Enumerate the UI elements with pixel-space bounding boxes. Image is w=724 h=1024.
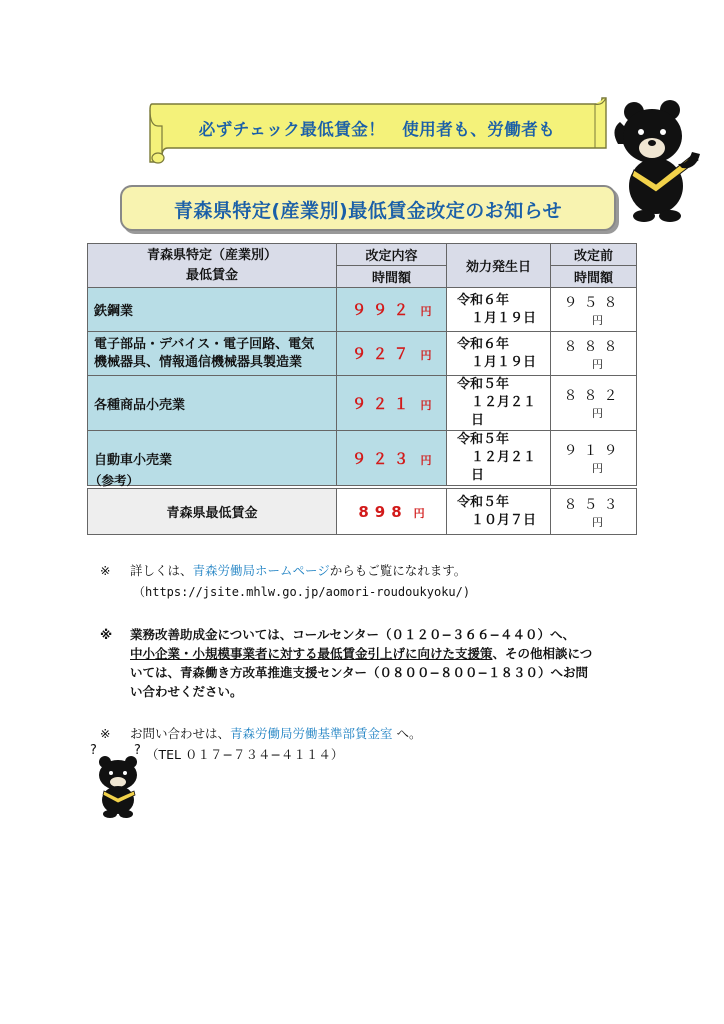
prev-wage-value: ８８８	[563, 338, 624, 355]
header-prev-sub: 時間額	[551, 266, 637, 288]
note-website	[100, 561, 466, 580]
note-text: からもご覧になれます。	[329, 563, 467, 578]
effective-date: １０月７日	[471, 512, 537, 528]
website-url[interactable]: （https://jsite.mhlw.go.jp/aomori-roudoukyoku/)	[133, 585, 471, 599]
effective-era: 令和６年	[457, 292, 510, 308]
note-mark: ※	[100, 726, 111, 741]
yen-unit: 円	[420, 453, 432, 467]
industry-name-line2: 機械器具、情報通信機械器具製造業	[94, 354, 303, 370]
yen-unit: 円	[592, 515, 603, 529]
new-wage-value: ９２７	[351, 345, 415, 363]
note-text: 詳しくは、	[130, 563, 193, 578]
effective-era: 令和５年	[457, 432, 510, 447]
svg-text:?: ?	[134, 743, 141, 758]
note-contact	[100, 724, 422, 743]
industry-name-line1: 電子部品・デバイス・電子回路、電気	[94, 336, 315, 352]
effective-date: １月１９日	[471, 310, 537, 326]
bear-mascot-icon	[612, 94, 704, 224]
header-effective: 効力発生日	[447, 244, 551, 288]
effective-date: １２月２１日	[471, 450, 537, 483]
industry-name	[88, 332, 337, 376]
note-mark: ※	[100, 563, 111, 578]
effective-date-cell	[447, 332, 551, 376]
table-header-row	[88, 244, 637, 266]
note-text: へ。	[396, 726, 422, 741]
support-measures-text: 中小企業・小規模事業者に対する最低賃金引上げに向けた支援策	[130, 646, 493, 661]
new-wage-value: 898	[358, 502, 408, 521]
note-text: 業務改善助成金については、コールセンター（０１２０−３６６−４４０）へ、	[130, 627, 575, 642]
prev-wage-cell	[551, 489, 637, 535]
effective-era: 令和５年	[457, 494, 510, 510]
website-link[interactable]: 青森労働局ホームページ	[192, 563, 330, 578]
new-wage-cell	[337, 376, 447, 431]
effective-era: 令和５年	[457, 377, 510, 392]
reference-label: （参考）	[89, 473, 140, 488]
note-text: 、その他相談につ	[492, 646, 593, 661]
prev-wage-value: ８８２	[563, 388, 624, 404]
prev-wage-value: ８５３	[563, 496, 624, 513]
reference-table	[87, 488, 637, 535]
new-wage-value: ９９２	[351, 301, 415, 319]
note-text: いては、青森働き方改革推進支援センター（０８００−８００−１８３０）へお問	[130, 665, 588, 680]
effective-date: １月１９日	[471, 354, 537, 370]
table-row	[88, 489, 637, 535]
new-wage-value: ９２１	[351, 394, 415, 413]
prev-wage-cell	[551, 288, 637, 332]
new-wage-cell	[337, 431, 447, 486]
new-wage-cell	[337, 489, 447, 535]
yen-unit: 円	[413, 506, 425, 520]
header-new-sub: 時間額	[337, 266, 447, 288]
note-subsidy	[100, 625, 592, 701]
effective-date: １２月２１日	[471, 395, 537, 428]
yen-unit: 円	[420, 398, 432, 412]
new-wage-value: ９２３	[351, 449, 415, 468]
effective-date-cell	[447, 489, 551, 535]
effective-date-cell	[447, 288, 551, 332]
banner	[140, 96, 610, 164]
note-text: い合わせください。	[130, 684, 243, 699]
wage-table	[87, 243, 637, 486]
prev-wage-value: ９５８	[563, 294, 624, 311]
header-category-line1: 青森県特定（産業別）	[146, 247, 277, 263]
effective-date-cell	[447, 376, 551, 431]
svg-text:?: ?	[90, 743, 97, 758]
prev-wage-cell	[551, 376, 637, 431]
table-row	[88, 431, 637, 486]
note-mark: ※	[100, 627, 113, 642]
prev-wage-cell	[551, 332, 637, 376]
contact-link[interactable]: 青森労働局労働基準部賃金室	[230, 726, 393, 741]
industry-name: 鉄鋼業	[88, 288, 337, 332]
bear-question-icon	[88, 742, 150, 818]
new-wage-cell	[337, 288, 447, 332]
prev-wage-value: ９１９	[563, 443, 624, 459]
header-category-line2: 最低賃金	[185, 267, 238, 283]
page-title: 青森県特定(産業別)最低賃金改定のお知らせ	[173, 200, 563, 222]
table-row	[88, 332, 637, 376]
banner-text: 必ずチェック最低賃金！ 使用者も、労働者も	[198, 120, 556, 139]
reference-name: 青森県最低賃金	[88, 489, 337, 535]
note-text: お問い合わせは、	[130, 726, 231, 741]
yen-unit: 円	[420, 349, 432, 362]
effective-date-cell	[447, 431, 551, 486]
yen-unit: 円	[592, 462, 603, 475]
prev-wage-cell	[551, 431, 637, 486]
industry-name: 自動車小売業	[88, 431, 337, 486]
table-row	[88, 376, 637, 431]
yen-unit: 円	[592, 313, 603, 327]
yen-unit: 円	[592, 357, 603, 371]
header-new: 改定内容	[337, 244, 447, 266]
new-wage-cell	[337, 332, 447, 376]
industry-name: 各種商品小売業	[88, 376, 337, 431]
header-category	[88, 244, 337, 288]
table-row	[88, 288, 637, 332]
page-title-box	[120, 185, 616, 231]
header-prev: 改定前	[551, 244, 637, 266]
contact-tel: （TEL ０１７−７３４−４１１４）	[146, 747, 344, 762]
yen-unit: 円	[420, 305, 432, 318]
effective-era: 令和６年	[457, 336, 510, 352]
yen-unit: 円	[592, 407, 603, 420]
